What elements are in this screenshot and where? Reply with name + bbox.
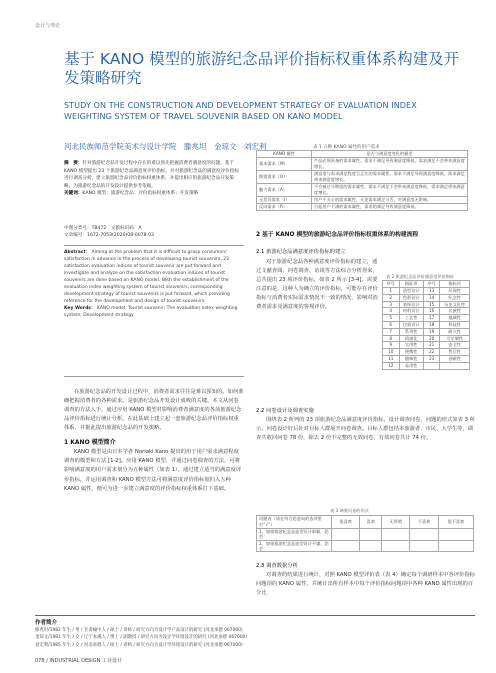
abstract-en-label: Abstract： — [64, 250, 91, 255]
table-cell: 期望需求（O） — [257, 171, 312, 184]
section-2-2-body: 围绕表 2 所列的 23 项旅游纪念品满意度评价指标，设计调查问卷，问题的形式如表 3 所示。问卷设计好后针对目标人群展开问卷调查。目标人群包括本旅游者、市民、大学生等，调查共收回问卷 78 份，除去 2 份不完整的无效问卷，有效问卷共计 74 份。 — [256, 417, 475, 442]
keywords-text: KANO 模型；旅游纪念品；评价指标权重体系；开发策略 — [82, 191, 199, 197]
table-cell: 1 — [383, 288, 400, 295]
section-2-1-body: 对于旅游纪念品各种满意度评价指标的建立，通过文献查阅、问卷调查、访谈等方法综合分析得来，总共提出 23 项评价指标，如表 2 所示 [3-4]。需要注意的是，这种人为确立的评价指标，可能存在评价指标与消费者实际需求情况不一致的情况，影响对消费者需求及满意度的客观评价。 — [256, 259, 378, 311]
table-cell: 8 — [383, 335, 400, 342]
chinese-abstract — [64, 160, 242, 198]
table-cell: 不会被过分期望的需求属性。需求不满足不会带来满意度降低，需求满足带来满意度增长。 — [312, 184, 468, 197]
table-row — [257, 204, 468, 211]
table-cell: 4 — [383, 308, 400, 315]
clc-number: 中图分类号：TB472 文献标识码：A — [64, 226, 142, 231]
table-cell: 基本需求（M） — [257, 158, 312, 171]
table-cell: 6 — [383, 321, 400, 328]
table-row — [257, 184, 468, 197]
table-cell: 售后性 — [440, 349, 470, 356]
table-cell: 造型设计 — [399, 288, 423, 295]
table-cell: 安全性 — [440, 342, 470, 349]
table-header: 序号 — [423, 281, 440, 288]
table-cell: 无差异需求（I） — [257, 197, 312, 204]
table-row — [383, 349, 470, 356]
section-1-heading: 1 KANO 模型简介 — [64, 439, 116, 446]
table-cell: 15 — [423, 301, 440, 308]
table-cell: 实用性 — [399, 342, 423, 349]
table-cell: 20 — [423, 335, 440, 342]
table-3-caption: 表 3 调查问卷的形式 — [330, 508, 369, 513]
table-row — [383, 294, 470, 301]
english-abstract — [64, 249, 244, 319]
table-cell: 引起用户不满的需求属性，需求的满足导致满意度降低。 — [312, 204, 468, 211]
table-row — [383, 321, 470, 328]
table-header: 序号 — [383, 281, 400, 288]
table-row — [383, 328, 470, 335]
table-header: 很喜欢 — [332, 516, 360, 529]
table-header: 喜欢 — [360, 516, 382, 529]
table-row — [257, 171, 468, 184]
table-cell: 1、如果旅游纪念品造型设计新颖，您会： — [257, 529, 332, 541]
table-header: 很不喜欢 — [438, 516, 473, 529]
abstract-label: 摘 要： — [64, 161, 83, 166]
table-cell: 21 — [423, 342, 440, 349]
author-info-list — [35, 627, 247, 649]
table-cell: 23 — [423, 355, 440, 362]
table-cell: 易用性 — [399, 362, 423, 369]
table-cell: 2、如果旅游纪念品造型设计平庸，您会： — [257, 540, 332, 552]
table-cell: 5 — [383, 315, 400, 322]
table-1 — [256, 150, 468, 211]
keywords-en-text: KANO model; Tourist souvenir; The evaluation index weighting system; Development strategy — [64, 306, 238, 318]
table-cell: 17 — [423, 315, 440, 322]
author-info-item: 金琼文/1981 年生 / 女 / 辽宁本溪人 / 博士 / 副教授 / 研究方向为设计学环境设计的研究 (河北承德 067000) — [35, 635, 248, 641]
table-cell: 14 — [423, 294, 440, 301]
table-cell: 产品必须具备的需求属性。需求不满足导致满意度降低，需求满足不会带来满意度增长。 — [312, 158, 468, 171]
table-cell: 创新性 — [440, 355, 470, 362]
table-cell: 用户不关心的需求属性，无论需求满足与否，对满意度无影响。 — [312, 197, 468, 204]
table-cell: 趣味性 — [399, 355, 423, 362]
table-header: 指标项 — [399, 281, 423, 288]
table-cell: 2 — [383, 294, 400, 301]
table-cell: 22 — [423, 349, 440, 356]
table-header: KANO 属性 — [257, 151, 312, 158]
section-2-heading: 2 基于 KANO 模型的旅游纪念品评价指标权重体系的构建流程 — [256, 232, 419, 238]
table-cell: 民族性 — [440, 308, 470, 315]
author-info-heading: 作者简介 — [35, 620, 58, 626]
table-row — [383, 342, 470, 349]
table-cell: 色彩设计 — [399, 294, 423, 301]
table-cell: 装饰设计 — [399, 301, 423, 308]
table-cell: 地域性 — [440, 315, 470, 322]
table-header: 指标项 — [440, 281, 470, 288]
table-cell: 包装设计 — [399, 321, 423, 328]
table-cell — [440, 362, 470, 369]
table-row — [383, 315, 470, 322]
table-cell: 13 — [423, 288, 440, 295]
table-cell: 可定制性 — [440, 335, 470, 342]
table-row — [383, 362, 470, 369]
table-cell: 7 — [383, 328, 400, 335]
section-2-3-heading: 2.3 调查数据分析 — [256, 563, 298, 569]
table-row — [257, 529, 474, 541]
table-cell: 10 — [383, 349, 400, 356]
table-cell: 16 — [423, 308, 440, 315]
footer-divider — [35, 615, 475, 616]
table-row — [383, 308, 470, 315]
table-row — [383, 335, 470, 342]
classification-block — [64, 225, 242, 240]
table-cell: 环保性 — [440, 288, 470, 295]
table-header: 问题表（请在符合您意向的选项里打“√”） — [257, 516, 332, 529]
table-row — [257, 158, 468, 171]
section-tag: 设计与理论 — [35, 23, 61, 29]
table-cell: 满意度与需求满足程度呈正比的需求属性。需求不满足导致满意度降低，需求满足带来满意度增长。 — [312, 171, 468, 184]
table-cell: 魅力需求（A） — [257, 184, 312, 197]
table-cell: 19 — [423, 328, 440, 335]
page-footer: 078 / INDUSTRIAL DESIGN 工业设计 — [35, 658, 122, 664]
table-1-caption: 表 1 五种 KANO 属性的用户需求 — [313, 145, 380, 150]
table-row — [383, 288, 470, 295]
doi-number: 文章编号：1672-7053(2020)08-0078-03 — [64, 233, 154, 239]
section-2-2-heading: 2.2 问卷设计及调查实施 — [256, 408, 314, 414]
table-cell: 反向需求（R） — [257, 204, 312, 211]
authors-line: 河北民族师范学院美术与设计学院 滕兆坦 金琼文 刘宏利 — [64, 142, 267, 151]
table-row — [257, 197, 468, 204]
keywords-label: 关键词： — [64, 191, 83, 197]
table-3 — [256, 515, 474, 552]
table-2-caption: 表 2 旅游纪念品评价满意度评价指标 — [386, 274, 455, 279]
table-cell: 情感化 — [399, 335, 423, 342]
table-cell: 3 — [383, 301, 400, 308]
table-cell — [423, 362, 440, 369]
author-info-item: 刘宏利/1985 年生 / 女 / 河北承德人 / 硕士 / 讲师 / 研究方向为设计学环境设计的研究 (河北承德 067000) — [35, 642, 243, 648]
table-header: 不喜欢 — [410, 516, 438, 529]
table-row — [257, 540, 474, 552]
table-row — [383, 355, 470, 362]
table-cell: 历史文化性 — [440, 301, 470, 308]
intro-paragraph: 在旅游纪念品的开发设计过程中，消费者需求往往是难以预知的。如何准确把握消费者的各种需求，是旅游纪念品开发设计成败的关键。本文从问卷调查的方法入手，通过应用 KANO 模型对影响消费者满意度的各项旅游纪念品评价指标进行统计分析，在此基础上建立起一套旅游纪念品评价指标权重体系，并据此提出旅游纪念品的开发策略。 — [64, 389, 244, 431]
table-2-body — [383, 288, 470, 370]
abstract-text: 针对旅游纪念品开发过程中存在的难以预先把握消费者满意度的问题，基于 KANO 模型提出 23 个旅游纪念品满意度评价指标，并对旅游纪念品的满意度评价指标进行调查分析，建立旅游纪念品评价指标权重体系，并提出相应的旅游纪念品开发策略，为旅游纪念品的开发设计提供参考依据。 — [64, 161, 239, 189]
article-title: 基于 KANO 模型的旅游纪念品评价指标权重体系构建及开发策略研究 — [64, 50, 460, 87]
table-cell: 18 — [423, 321, 440, 328]
table-cell: 9 — [383, 342, 400, 349]
table-2 — [382, 280, 470, 370]
table-cell: 材料设计 — [399, 308, 423, 315]
table-cell: 科技性 — [440, 321, 470, 328]
table-header: 无所谓 — [382, 516, 410, 529]
abstract-en-text: Aiming at the problem that it is difficult to grasp consumers' satisfaction in advance in the process of developing tourist souvenirs, 23 satisfaction evaluation indices of tourist souvenir are put forward and investigate and analyze on the satisfaction evaluation indices of tourist souvenirs are done based on KANO model. With the establishment of the evaluation index weighting system of tourist souvenirs, corresponding development strategy of tourist souvenirs is put forward, which providing reference for the development and design of tourist souvenirs. — [64, 250, 230, 304]
section-2-3-body: 对调查的结果进行统计，对照 KANO 模型评价表（表 4）确定每个调研样本中各评价指标问题项的 KANO 属性，并统计出所有样本中每个评价指标问题项中各种 KANO 属性出现的百分比 — [256, 572, 475, 597]
section-2-1-heading: 2.1 旅游纪念品满意度评价指标的建立 — [256, 249, 346, 255]
table-header: 是否与满意度变化的描述 — [312, 151, 468, 158]
table-cell: 系列性 — [399, 328, 423, 335]
table-cell: 工艺性 — [399, 315, 423, 322]
table-cell: 12 — [383, 362, 400, 369]
table-cell: 11 — [383, 355, 400, 362]
table-cell: 便携性 — [399, 349, 423, 356]
article-english-title: STUDY ON THE CONSTRUCTION AND DEVELOPMENT STRATEGY OF EVALUATION INDEX WEIGHTING SYSTEM OF TRAVEL SOUVENIR BASED ON KANO MODEL — [64, 101, 417, 121]
table-cell: 纪念性 — [440, 294, 470, 301]
author-info-item: 滕兆坦/1982 年生 / 男 / 甘肃榆中人 / 硕士 / 讲师 / 研究方向为设计学产品设计的研究 (河北承德 067000) — [35, 628, 243, 633]
section-1-body: KANO 模型是由日本学者 Noriaki Kano 提出的用于用户需求满意程度调查的模型和方法 [1-2]。应用 KANO 模型，并通过问卷调查的方法，可将影响满意度的用户需求划分为五种属性（如表 1）。通过建立适当的满意度评价指标，并运用调查和 KANO 模型方法可将满意度评价指标划归入五种 KANO 属性，便可为进一步建立满意度的评价指标权重体系打下基础。 — [64, 449, 242, 492]
table-row — [383, 301, 470, 308]
keywords-en-label: Key Words： — [64, 306, 96, 311]
table-cell: 耐久性 — [440, 328, 470, 335]
